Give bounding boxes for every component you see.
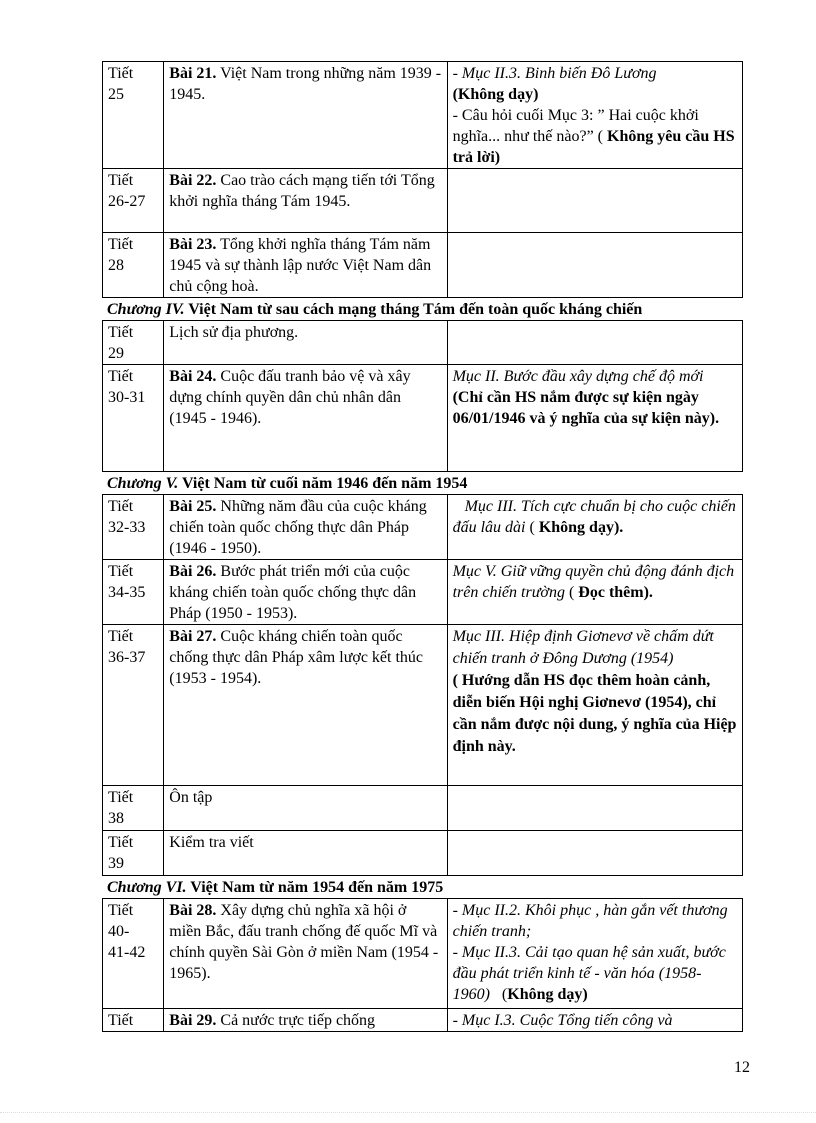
note-cell — [447, 899, 742, 1009]
curriculum-table-part3 — [102, 494, 743, 876]
period-label: Tiết — [108, 236, 134, 253]
lesson-cell — [164, 321, 447, 365]
period-number: 34-35 — [108, 584, 146, 601]
note-cell — [447, 365, 742, 472]
note-text: ( — [525, 519, 539, 536]
period-number: 39 — [108, 855, 124, 872]
curriculum-table-part1 — [102, 61, 743, 298]
period-number: 30-31 — [108, 389, 146, 406]
period-number: 40- — [108, 923, 130, 940]
period-label: Tiết — [108, 172, 134, 189]
period-cell — [103, 321, 164, 365]
period-number: 36-37 — [108, 649, 146, 666]
lesson-cell — [164, 625, 447, 786]
lesson-number: Bài 22. — [169, 172, 217, 189]
note-text: Không yêu cầu HS trả lời) — [452, 128, 735, 166]
note-cell — [447, 62, 742, 169]
note-text: Mục III. Tích cực chuẩn bị cho cuộc chiến đấu lâu dài — [452, 498, 740, 536]
note-text: ( Hướng dẫn HS đọc thêm hoàn cảnh, diễn biến Hội nghị Giơnevơ (1954), chỉ cần nắm được nội dung, ý nghĩa của Hiệp định này. — [452, 672, 737, 755]
period-cell — [103, 233, 164, 298]
note-cell — [447, 831, 742, 876]
chapter-title: Việt Nam từ cuối năm 1946 đến năm 1954 — [178, 475, 468, 492]
lesson-title: Cuộc kháng chiến toàn quốc chống thực dân Pháp xâm lược kết thúc (1953 - 1954). — [169, 628, 424, 687]
period-cell — [103, 899, 164, 1009]
lesson-title: Lịch sử địa phương. — [169, 324, 299, 341]
period-cell — [103, 62, 164, 169]
chapter-title: Việt Nam từ năm 1954 đến năm 1975 — [186, 879, 444, 896]
curriculum-table-part2 — [102, 320, 743, 472]
lesson-cell — [164, 365, 447, 472]
period-number: 41-42 — [108, 944, 146, 961]
table-row — [103, 62, 743, 169]
note-text: Mục II. Bước đầu xây dựng chế độ mới — [452, 368, 704, 385]
period-number: 28 — [108, 257, 124, 274]
note-cell — [447, 1009, 742, 1032]
lesson-cell — [164, 495, 447, 560]
document-page — [102, 61, 742, 1032]
note-cell — [447, 625, 742, 786]
lesson-title: Cả nước trực tiếp chống — [216, 1012, 376, 1029]
lesson-cell — [164, 1009, 447, 1032]
lesson-title: Bước phát triển mới của cuộc kháng chiến toàn quốc chống thực dân Pháp (1950 - 1953). — [169, 563, 417, 622]
period-cell — [103, 560, 164, 625]
lesson-cell — [164, 831, 447, 876]
lesson-title: Xây dựng chủ nghĩa xã hội ở miền Bắc, đấu tranh chống đế quốc Mĩ và chính quyền Sài Gòn ở miền Nam (1954 - 1965). — [169, 902, 439, 982]
note-text: Mục III. Hiệp định Giơnevơ về chấm dứt chiến tranh ở Đông Dương (1954) — [452, 628, 714, 667]
lesson-number: Bài 23. — [169, 236, 217, 253]
chapter-heading — [102, 472, 742, 494]
lesson-cell — [164, 233, 447, 298]
table-row — [103, 495, 743, 560]
chapter-heading — [102, 876, 742, 898]
period-label: Tiết — [108, 324, 134, 341]
lesson-cell — [164, 62, 447, 169]
period-number: 26-27 — [108, 193, 146, 210]
lesson-number: Bài 26. — [169, 563, 217, 580]
table-row — [103, 625, 743, 786]
lesson-number: Bài 27. — [169, 628, 217, 645]
lesson-title: Kiểm tra viết — [169, 834, 254, 851]
period-number: 32-33 — [108, 519, 146, 536]
chapter-label: Chương VI. — [107, 879, 187, 896]
table-row — [103, 233, 743, 298]
table-row — [103, 786, 743, 831]
period-label: Tiết — [108, 563, 134, 580]
chapter-label: Chương V. — [107, 475, 179, 492]
lesson-number: Bài 28. — [169, 902, 217, 919]
note-text: Mục V. Giữ vững quyền chủ động đánh địch trên chiến trường — [452, 563, 735, 601]
note-text: - Mục II.2. Khôi phục , hàn gắn vết thương chiến tranh; — [452, 902, 728, 940]
lesson-title: Việt Nam trong những năm 1939 - 1945. — [169, 65, 442, 103]
lesson-number: Bài 29. — [169, 1012, 217, 1029]
table-row — [103, 831, 743, 876]
note-text: Đọc thêm). — [578, 584, 653, 601]
chapter-label: Chương IV. — [107, 301, 185, 318]
table-row — [103, 321, 743, 365]
period-cell — [103, 1009, 164, 1032]
note-text: Không dạy) — [507, 986, 588, 1003]
curriculum-table-part4 — [102, 898, 743, 1032]
period-label: Tiết — [108, 65, 134, 82]
period-number: 38 — [108, 810, 124, 827]
note-text: - Câu hỏi cuối Mục 3: ” Hai cuộc khởi nghĩa... như thế nào?” ( — [452, 107, 699, 145]
note-cell — [447, 169, 742, 233]
period-cell — [103, 625, 164, 786]
note-text: - Mục II.3. Cải tạo quan hệ sản xuất, bước đầu phát triển kinh tế - văn hóa (1958-1960) — [452, 944, 726, 1003]
lesson-title: Những năm đầu của cuộc kháng chiến toàn quốc chống thực dân Pháp (1946 - 1950). — [169, 498, 427, 557]
table-row — [103, 169, 743, 233]
lesson-cell — [164, 560, 447, 625]
lesson-title: Ôn tập — [169, 789, 213, 806]
period-cell — [103, 786, 164, 831]
period-number: 25 — [108, 86, 124, 103]
lesson-number: Bài 25. — [169, 498, 217, 515]
table-row — [103, 899, 743, 1009]
note-cell — [447, 786, 742, 831]
note-cell — [447, 233, 742, 298]
lesson-title: Tổng khởi nghĩa tháng Tám năm 1945 và sự thành lập nước Việt Nam dân chủ cộng hoà. — [169, 236, 432, 295]
footer-divider — [0, 1112, 816, 1113]
note-text: - Mục II.3. Binh biến Đô Lương — [452, 65, 657, 82]
note-text: ( — [489, 986, 508, 1003]
period-label: Tiết — [108, 498, 134, 515]
table-row — [103, 365, 743, 472]
lesson-number: Bài 24. — [169, 368, 217, 385]
lesson-number: Bài 21. — [169, 65, 217, 82]
note-text: (Không dạy) — [452, 86, 539, 103]
note-text: Không dạy). — [538, 519, 624, 536]
note-cell — [447, 560, 742, 625]
page-number: 12 — [734, 1059, 750, 1076]
note-text: (Chỉ cần HS nắm được sự kiện ngày 06/01/1946 và ý nghĩa của sự kiện này). — [452, 389, 720, 427]
period-label: Tiết — [108, 789, 134, 806]
note-cell — [447, 321, 742, 365]
lesson-cell — [164, 899, 447, 1009]
note-text: - Mục I.3. Cuộc Tổng tiến công và — [452, 1012, 673, 1029]
period-label: Tiết — [108, 834, 134, 851]
period-label: Tiết — [108, 902, 134, 919]
period-label: Tiết — [108, 368, 134, 385]
note-cell — [447, 495, 742, 560]
lesson-cell — [164, 786, 447, 831]
note-text: ( — [564, 584, 579, 601]
period-number: 29 — [108, 345, 124, 362]
period-cell — [103, 831, 164, 876]
period-label: Tiết — [108, 1012, 134, 1029]
period-label: Tiết — [108, 628, 134, 645]
chapter-title: Việt Nam từ sau cách mạng tháng Tám đến toàn quốc kháng chiến — [184, 301, 643, 318]
table-row — [103, 1009, 743, 1032]
lesson-title: Cao trào cách mạng tiến tới Tổng khởi nghĩa tháng Tám 1945. — [169, 172, 435, 210]
period-cell — [103, 495, 164, 560]
period-cell — [103, 169, 164, 233]
lesson-cell — [164, 169, 447, 233]
chapter-heading — [102, 298, 742, 320]
table-row — [103, 560, 743, 625]
period-cell — [103, 365, 164, 472]
lesson-title: Cuộc đấu tranh bảo vệ và xây dựng chính quyền dân chủ nhân dân (1945 - 1946). — [169, 368, 411, 427]
